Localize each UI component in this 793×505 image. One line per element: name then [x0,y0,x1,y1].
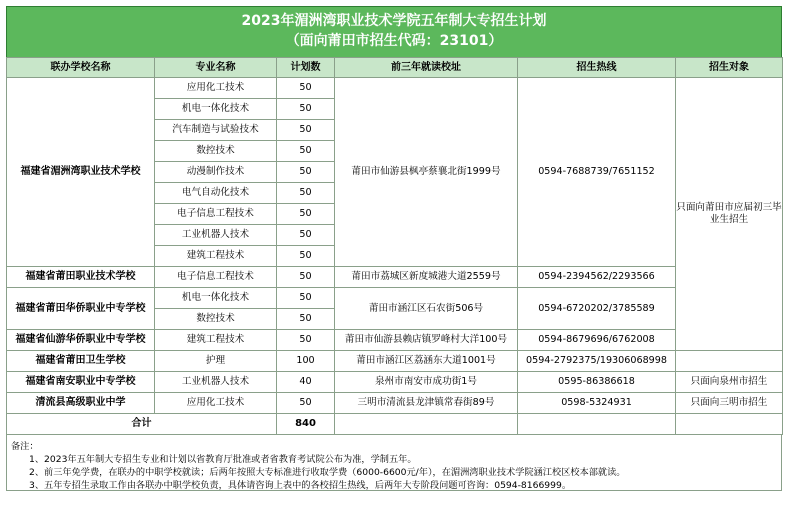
table-row [7,372,783,393]
school-address: 莆田市仙游县枫亭蔡襄北街1999号 [335,78,518,267]
major-name: 数控技术 [155,141,277,162]
plan-count: 50 [277,288,335,309]
table-row [7,267,783,288]
enrollment-table [6,57,783,435]
major-name: 电子信息工程技术 [155,204,277,225]
school-address: 莆田市荔城区新度城港大道2559号 [335,267,518,288]
target-audience [676,351,783,372]
plan-count: 50 [277,99,335,120]
plan-count: 50 [277,204,335,225]
school-name: 福建省南安职业中专学校 [7,372,155,393]
table-row [7,288,783,309]
hotline: 0594-8679696/6762008 [518,330,676,351]
target-audience: 只面向泉州市招生 [676,372,783,393]
col-header-target: 招生对象 [676,58,783,78]
school-address: 三明市清流县龙津镇常春街89号 [335,393,518,414]
plan-count: 50 [277,309,335,330]
col-header-address: 前三年就读校址 [335,58,518,78]
major-name: 工业机器人技术 [155,372,277,393]
school-address: 莆田市仙游县赖店镇罗峰村大洋100号 [335,330,518,351]
hotline: 0594-2394562/2293566 [518,267,676,288]
school-address: 莆田市涵江区石农街506号 [335,288,518,330]
note-item: 3、五年专招生录取工作由各联办中职学校负责，具体请咨询上表中的各校招生热线，后两年大专阶段问题可咨询：0594-8166999。 [29,480,572,491]
plan-count: 50 [277,162,335,183]
total-row [7,414,783,435]
col-header-school: 联办学校名称 [7,58,155,78]
total-value: 840 [277,414,335,435]
table-row [7,330,783,351]
plan-count: 50 [277,120,335,141]
target-audience: 只面向莆田市应届初三毕业生招生 [676,78,783,351]
major-name: 电气自动化技术 [155,183,277,204]
enrollment-plan-sheet [6,6,782,491]
total-label: 合计 [7,414,277,435]
hotline: 0594-6720202/3785589 [518,288,676,330]
plan-count: 50 [277,78,335,99]
school-name: 福建省仙游华侨职业中专学校 [7,330,155,351]
school-name: 福建省莆田卫生学校 [7,351,155,372]
major-name: 建筑工程技术 [155,246,277,267]
table-row [7,351,783,372]
plan-count: 50 [277,225,335,246]
school-name: 福建省莆田华侨职业中专学校 [7,288,155,330]
notes-section [6,435,782,491]
major-name: 电子信息工程技术 [155,267,277,288]
plan-count: 50 [277,183,335,204]
note-item: 2、前三年免学费，在联办的中职学校就读；后两年按照大专标准进行收取学费（6000-6600元/年），在湄洲湾职业技术学院涵江校区校本部就读。 [29,467,626,478]
major-name: 数控技术 [155,309,277,330]
col-header-hotline: 招生热线 [518,58,676,78]
major-name: 机电一体化技术 [155,288,277,309]
col-header-major: 专业名称 [155,58,277,78]
major-name: 应用化工技术 [155,393,277,414]
school-address: 莆田市涵江区荔涵东大道1001号 [335,351,518,372]
school-address: 泉州市南安市成功街1号 [335,372,518,393]
school-name: 福建省湄洲湾职业技术学校 [7,78,155,267]
plan-count: 50 [277,393,335,414]
hotline: 0594-2792375/19306068998 [518,351,676,372]
school-name: 福建省莆田职业技术学校 [7,267,155,288]
major-name: 汽车制造与试验技术 [155,120,277,141]
major-name: 动漫制作技术 [155,162,277,183]
note-item: 1、2023年五年制大专招生专业和计划以省教育厅批准或者省教育考试院公布为准，学制五年。 [29,454,417,465]
plan-count: 50 [277,267,335,288]
major-name: 应用化工技术 [155,78,277,99]
table-row [7,393,783,414]
plan-count: 50 [277,246,335,267]
target-audience: 只面向三明市招生 [676,393,783,414]
page-subtitle: （面向莆田市招生代码：23101） [285,33,503,49]
major-name: 护理 [155,351,277,372]
major-name: 建筑工程技术 [155,330,277,351]
title-banner [6,6,782,57]
hotline: 0594-7688739/7651152 [518,78,676,267]
major-name: 工业机器人技术 [155,225,277,246]
table-row [7,78,783,99]
header-row [7,58,783,78]
school-name: 清流县高级职业中学 [7,393,155,414]
page-title: 2023年湄洲湾职业技术学院五年制大专招生计划 [241,13,547,29]
plan-count: 40 [277,372,335,393]
hotline: 0598-5324931 [518,393,676,414]
col-header-count: 计划数 [277,58,335,78]
plan-count: 50 [277,330,335,351]
notes-header: 备注： [11,441,39,452]
major-name: 机电一体化技术 [155,99,277,120]
hotline: 0595-86386618 [518,372,676,393]
plan-count: 100 [277,351,335,372]
plan-count: 50 [277,141,335,162]
